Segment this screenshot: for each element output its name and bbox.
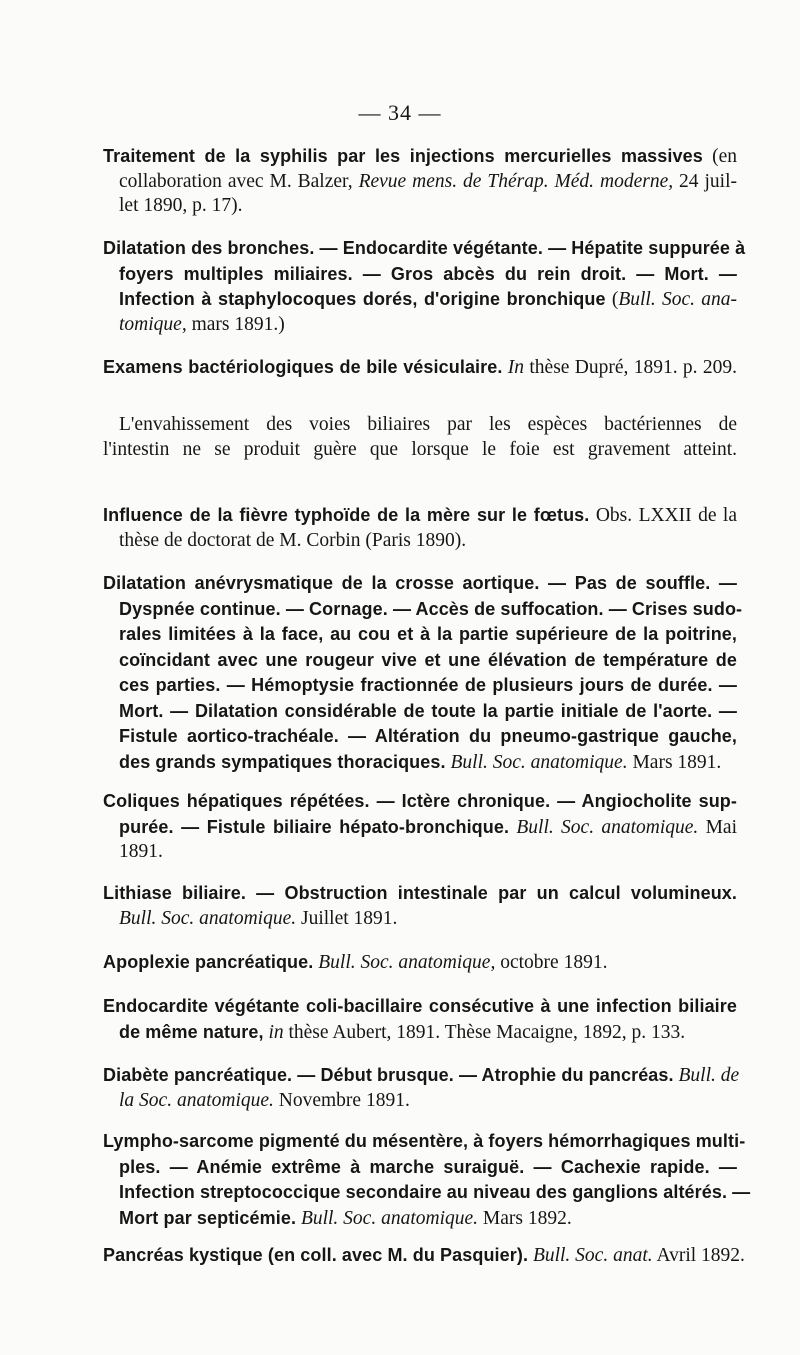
entry-citation: Bull. Soc. anat. bbox=[532, 1245, 653, 1266]
entry-bronchi-dilatation bbox=[103, 236, 746, 337]
entry-line bbox=[103, 438, 737, 463]
entry-title: Fistule aortico-trachéale. — Altération du pneumo-gastrique gauche, bbox=[119, 726, 737, 746]
entry-title: Traitement de la syphilis par les injections mercurielles massives bbox=[103, 146, 703, 166]
entry-endocarditis bbox=[103, 994, 737, 1045]
entry-line bbox=[103, 789, 737, 815]
entry-title: de même nature, bbox=[119, 1021, 264, 1042]
entry-title: Infection à staphylocoques dorés, d'origine bronchique bbox=[119, 289, 606, 309]
entry-line bbox=[103, 950, 737, 976]
entry-line bbox=[103, 236, 746, 262]
entry-title: Lithiase biliaire. — Obstruction intestinale par un calcul volumineux. bbox=[103, 883, 737, 903]
entry-bile-examinations bbox=[103, 355, 737, 381]
entry-pancreatic-apoplexy bbox=[103, 950, 737, 976]
entry-line bbox=[103, 994, 737, 1020]
entry-cystic-pancreas bbox=[103, 1243, 745, 1269]
entry-line bbox=[103, 1180, 751, 1206]
entry-biliary-invasion-note bbox=[103, 413, 737, 462]
entry-line bbox=[103, 529, 737, 554]
entry-line bbox=[103, 699, 737, 725]
entry-title: purée. — Fistule biliaire hépato-bronchique. bbox=[119, 816, 510, 837]
entry-line bbox=[103, 815, 737, 841]
entry-citation: in bbox=[268, 1021, 284, 1043]
entry-text: 1891. bbox=[119, 841, 163, 862]
entry-title: des grands sympatiques thoraciques. bbox=[119, 751, 446, 772]
entry-citation: Bull. Soc. anatomique. bbox=[119, 907, 297, 929]
entry-title: rales limitées à la face, au cou et à la partie supérieure de la poitrine, bbox=[119, 624, 737, 644]
entry-line bbox=[103, 170, 737, 195]
entry-line bbox=[103, 571, 737, 597]
entry-title: Lympho-sarcome pigmenté du mésentère, à foyers hémorrhagiques multi- bbox=[103, 1131, 746, 1151]
entry-text: Mars 1892. bbox=[478, 1207, 572, 1229]
entry-line bbox=[103, 1089, 737, 1114]
entry-lymphosarcoma bbox=[103, 1129, 751, 1231]
entry-citation: In bbox=[507, 357, 525, 378]
entry-text: ( bbox=[605, 289, 619, 310]
entry-title: Endocardite végétante coli-bacillaire consécutive à une infection biliaire bbox=[103, 996, 737, 1016]
entry-line bbox=[103, 313, 737, 338]
entry-title: coïncidant avec une rougeur vive et une élévation de température de bbox=[119, 649, 737, 670]
entry-title: Influence de la fièvre typhoïde de la mère sur le fœtus. bbox=[103, 505, 590, 525]
entry-line bbox=[103, 1020, 737, 1046]
entry-line bbox=[103, 1243, 745, 1269]
entry-hepatic-colic bbox=[103, 789, 737, 865]
entry-text: mars 1891.) bbox=[186, 313, 285, 335]
entry-syphilis-treatment bbox=[103, 144, 737, 219]
entry-title: ples. — Anémie extrême à marche suraiguë. — Cachexie rapide. — bbox=[119, 1156, 737, 1177]
entry-line bbox=[103, 1129, 746, 1155]
entry-text: Avril 1892. bbox=[652, 1245, 745, 1266]
entry-line bbox=[103, 144, 737, 170]
entry-text: L'envahissement des voies biliaires par les espèces bactériennes de bbox=[119, 414, 737, 435]
entry-text: (en bbox=[702, 146, 737, 167]
entry-line bbox=[103, 597, 743, 623]
entry-citation: Revue mens. de Thérap. Méd. moderne, bbox=[358, 170, 674, 192]
entry-citation: Bull. Soc. anatomique, bbox=[318, 952, 496, 973]
entry-line bbox=[103, 1155, 737, 1181]
entry-line bbox=[103, 881, 737, 907]
entry-pancreatic-diabetes bbox=[103, 1063, 740, 1113]
entry-title: Dilatation anévrysmatique de la crosse aortique. — Pas de souffle. — bbox=[103, 573, 737, 593]
entry-line bbox=[103, 1063, 740, 1089]
entry-citation: Bull. Soc. anatomique. bbox=[516, 816, 699, 838]
entry-title: Apoplexie pancréatique. bbox=[103, 952, 314, 972]
entry-text: 24 juil- bbox=[673, 170, 737, 192]
page-number: — 34 — bbox=[358, 100, 442, 125]
entry-text: octobre 1891. bbox=[495, 952, 608, 973]
entry-text: let 1890, p. 17). bbox=[119, 195, 243, 216]
entry-title: Pancréas kystique (en coll. avec M. du Pasquier). bbox=[103, 1245, 529, 1265]
entry-line bbox=[103, 1206, 737, 1232]
entry-title: Mort par septicémie. bbox=[119, 1207, 297, 1228]
entry-citation: Bull. Soc. anatomique. bbox=[300, 1207, 479, 1229]
entry-line bbox=[103, 355, 737, 381]
entry-citation: la Soc. anatomique. bbox=[119, 1089, 274, 1111]
entry-title: Infection streptococcique secondaire au niveau des ganglions altérés. — bbox=[119, 1182, 751, 1202]
entry-text: Obs. LXXII de la bbox=[589, 505, 737, 526]
entry-title: Examens bactériologiques de bile vésiculaire. bbox=[103, 357, 503, 377]
entry-line bbox=[103, 673, 737, 699]
entry-text: Mars 1891. bbox=[627, 751, 722, 773]
entry-title: Dilatation des bronches. — Endocardite végétante. — Hépatite suppurée à bbox=[103, 238, 746, 258]
entry-line bbox=[103, 413, 737, 438]
entry-text: collaboration avec M. Balzer, bbox=[119, 170, 359, 192]
entry-citation: Bull. de bbox=[678, 1065, 740, 1086]
entry-text: Novembre 1891. bbox=[273, 1089, 410, 1111]
entry-line bbox=[103, 907, 737, 932]
entry-line bbox=[103, 287, 737, 313]
entry-text: thèse Dupré, 1891. p. 209. bbox=[524, 357, 737, 378]
entry-text: Mai bbox=[698, 816, 738, 838]
entry-title: ces parties. — Hémoptysie fractionnée de plusieurs jours de durée. — bbox=[119, 675, 737, 695]
entry-biliary-lithiasis bbox=[103, 881, 737, 931]
entry-line bbox=[103, 503, 737, 529]
entry-text: l'intestin ne se produit guère que lorsque le foie est gravement atteint. bbox=[103, 438, 737, 460]
entry-text: thèse de doctorat de M. Corbin (Paris 1890). bbox=[119, 529, 467, 551]
entry-text: thèse Aubert, 1891. Thèse Macaigne, 1892, p. 133. bbox=[283, 1021, 686, 1043]
entry-line bbox=[103, 194, 737, 219]
entry-line bbox=[103, 648, 737, 674]
entry-citation: Bull. Soc. ana- bbox=[618, 289, 737, 310]
entry-text: Juillet 1891. bbox=[296, 907, 398, 929]
entry-line bbox=[103, 724, 737, 750]
entry-title: Diabète pancréatique. — Début brusque. — Atrophie du pancréas. bbox=[103, 1065, 674, 1085]
entry-line bbox=[103, 840, 737, 865]
entry-line bbox=[103, 262, 737, 288]
entry-title: foyers multiples miliaires. — Gros abcès du rein droit. — Mort. — bbox=[119, 263, 737, 284]
entry-typhoid-fever bbox=[103, 503, 737, 553]
entry-citation: Bull. Soc. anatomique. bbox=[450, 751, 628, 773]
entry-line bbox=[103, 750, 737, 776]
entry-citation: tomique, bbox=[119, 313, 187, 335]
entry-title: Coliques hépatiques répétées. — Ictère chronique. — Angiocholite sup- bbox=[103, 791, 737, 811]
entry-line bbox=[103, 622, 737, 648]
entry-title: Dyspnée continue. — Cornage. — Accès de suffocation. — Crises sudo- bbox=[119, 598, 743, 619]
entry-title: Mort. — Dilatation considérable de toute la partie initiale de l'aorte. — bbox=[119, 700, 737, 721]
entry-aortic-dilatation bbox=[103, 571, 743, 775]
